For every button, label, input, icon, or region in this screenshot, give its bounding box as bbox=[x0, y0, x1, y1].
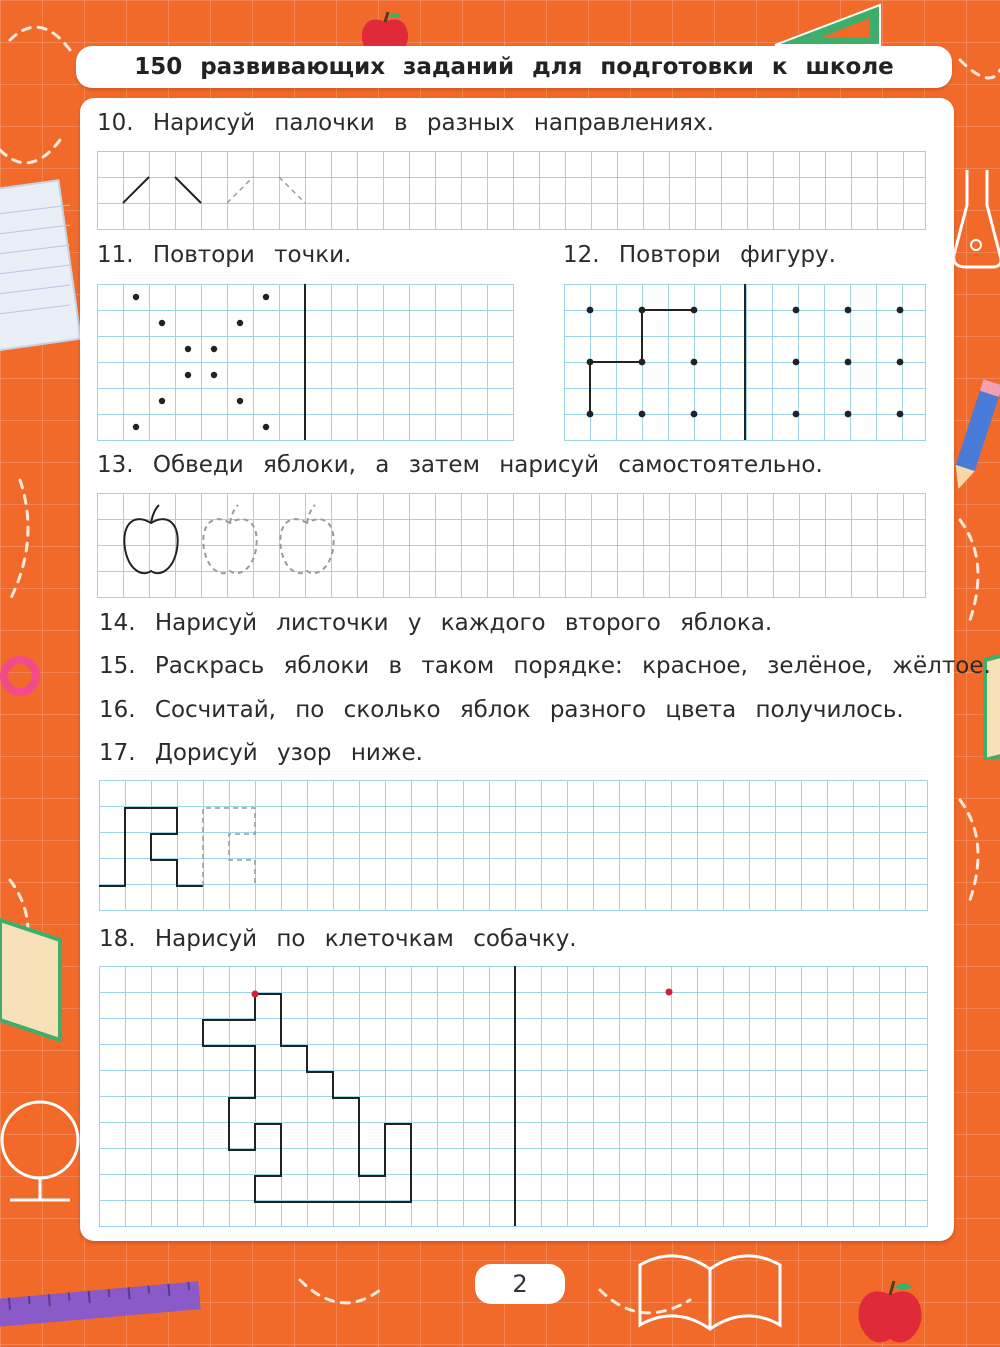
task-11-dots bbox=[97, 284, 513, 440]
flask-icon bbox=[952, 165, 1000, 275]
task-18-dog bbox=[99, 966, 927, 1226]
magnet-icon bbox=[0, 648, 50, 708]
task-13-apples bbox=[97, 493, 925, 597]
apple-icon-bottom bbox=[850, 1277, 930, 1347]
book-icon bbox=[0, 900, 70, 1050]
task-11-grid[interactable] bbox=[97, 284, 514, 441]
task-18-label: 18. Нарисуй по клеточкам собачку. bbox=[99, 926, 577, 952]
task-13-grid[interactable] bbox=[97, 493, 926, 598]
task-10-sticks bbox=[97, 151, 925, 229]
task-12-grid[interactable] bbox=[564, 284, 926, 441]
page-number: 2 bbox=[475, 1264, 565, 1304]
open-book-doodle-icon bbox=[630, 1245, 790, 1335]
apple-trace-dashed-2 bbox=[280, 505, 333, 573]
pencil-icon bbox=[952, 370, 1000, 500]
task-12-label: 12. Повтори фигуру. bbox=[563, 242, 836, 268]
globe-icon bbox=[0, 1080, 90, 1230]
apple-trace-dashed-1 bbox=[203, 505, 256, 573]
task-16-label: 16. Сосчитай, по сколько яблок разного цвета получилось. bbox=[99, 697, 904, 723]
task-17-pattern bbox=[99, 780, 927, 910]
task-10-label: 10. Нарисуй палочки в разных направлениях. bbox=[97, 110, 714, 136]
task-10-grid[interactable] bbox=[97, 151, 926, 230]
start-dot-left bbox=[252, 991, 259, 998]
apple-trace-solid bbox=[124, 505, 177, 573]
ruler-icon bbox=[0, 1275, 220, 1335]
task-17-grid[interactable] bbox=[99, 780, 928, 911]
task-14-label: 14. Нарисуй листочки у каждого второго яблока. bbox=[99, 610, 773, 636]
start-dot-right bbox=[666, 989, 673, 996]
task-11-label: 11. Повтори точки. bbox=[97, 242, 352, 268]
task-18-grid[interactable] bbox=[99, 966, 928, 1227]
task-12-figure bbox=[564, 284, 925, 440]
task-15-label: 15. Раскрась яблоки в таком порядке: красное, зелёное, жёлтое. bbox=[99, 653, 991, 679]
task-13-label: 13. Обведи яблоки, а затем нарисуй самостоятельно. bbox=[97, 452, 823, 478]
notebook-icon bbox=[0, 175, 80, 355]
task-17-label: 17. Дорисуй узор ниже. bbox=[99, 740, 423, 766]
page-header: 150 развивающих заданий для подготовки к школе bbox=[76, 46, 952, 88]
